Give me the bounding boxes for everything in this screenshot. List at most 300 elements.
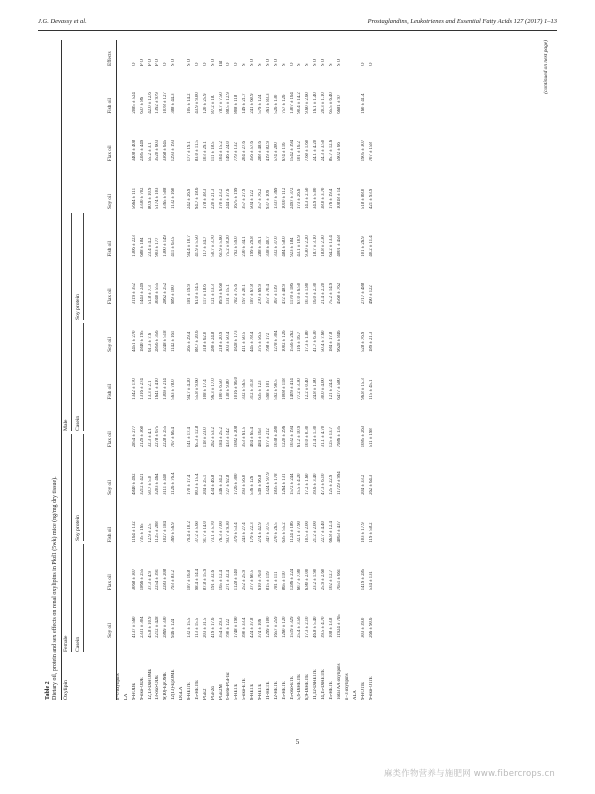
table-cell: 16.1 ± 1.40 <box>313 92 319 114</box>
table-row <box>305 40 313 700</box>
table-cell: 242 ± 26.9 <box>187 188 193 209</box>
table-cell: 3408 ± 408 <box>131 139 137 162</box>
row-label: 15-HETE <box>281 681 287 700</box>
table-cell: 160 ± 41.4 <box>360 93 366 114</box>
watermark: 麻类作物营养与施肥网 www.fibercrops.cn <box>383 769 555 779</box>
table-cell: 790 ± 122 <box>226 618 232 638</box>
table-cell: 2254 ± 391 <box>155 568 161 591</box>
table-cell: 635 ± 55.2 <box>281 522 287 543</box>
oxylipin-table <box>107 40 376 700</box>
table-cell: 4063 ± 437 <box>336 521 342 543</box>
table-cell: 534 ± 131 <box>368 571 374 591</box>
table-cell: 87.2 ± 18. <box>210 94 216 114</box>
table-cell <box>179 543 187 591</box>
effects-cell <box>124 40 132 66</box>
table-cell <box>345 447 353 495</box>
table-cell: 270 ± 26.5 <box>273 522 279 543</box>
table-caption: Dietary oil, protein and sex effects on renal oxylipins in Pkd1 (5wk) mice (ng/mg dry tissue). <box>52 476 58 700</box>
table-cell: 10.5 ± 2.00 <box>305 521 311 543</box>
table-cell <box>116 257 124 305</box>
table-row <box>290 40 298 700</box>
row-label: 9-oxo-ODE <box>139 677 145 700</box>
table-cell: 179 ± 22.3 <box>250 522 256 543</box>
effects-cell <box>353 40 361 66</box>
table-cell <box>116 114 124 162</box>
row-label: n−3 oxylipins <box>344 673 350 700</box>
table-cell: 404 ± 65.4 <box>250 427 256 448</box>
table-cell: 2331 ± 304 <box>139 616 145 638</box>
col-oil: Fish oil <box>107 526 113 543</box>
table-cell: 96.8 ± 15.3 <box>360 378 366 400</box>
table-cell: 598 ± 101 <box>265 380 271 400</box>
table-cell: 1572 ± 244 <box>289 473 295 495</box>
table-cell <box>353 447 361 495</box>
table-cell: 262 ± 53.2 <box>210 427 216 448</box>
table-cell: 424 ± 37.8 <box>250 617 256 638</box>
table-cell: 419 ± 82.9 <box>265 141 271 162</box>
table-row <box>297 40 305 700</box>
protein-line-f-soy <box>83 434 84 541</box>
row-label: 5-oxo-ETE <box>242 678 248 700</box>
col-oil: Flax oil <box>107 431 113 448</box>
table-cell: 75.2 ± 8.20 <box>226 235 232 257</box>
table-cell: 549 ± 96.8 <box>258 474 264 495</box>
table-cell: 125 ± 13.7 <box>329 427 335 448</box>
table-cell: 3111 ± 340 <box>163 473 169 495</box>
table-cell: 93.7 ± 9.30 <box>226 521 232 543</box>
table-cell: 1299 ± 100 <box>265 616 271 638</box>
effects-cell: O <box>360 62 366 66</box>
table-cell: 3330 ± 702 <box>139 187 145 209</box>
table-cell: 421 ± 93.9 <box>368 188 374 209</box>
table-cell: 24.3 ± 3.50 <box>321 139 327 162</box>
table-cell: 73.1 ± 5.70 <box>210 521 216 543</box>
table-cell: 688 ± 184 <box>139 237 145 257</box>
table-row <box>148 40 156 700</box>
table-cell <box>345 114 353 162</box>
table-cell: 357 ± 70.4 <box>265 284 271 305</box>
table-cell <box>353 352 361 400</box>
table-cell: 22.7 ± 4.40 <box>321 521 327 543</box>
table-cell: 50.7 ± 5.0 <box>147 475 153 495</box>
table-cell <box>353 114 361 162</box>
table-cell: 434 ± 46.8 <box>210 474 216 495</box>
table-cell: 146 ± 24.0 <box>226 141 232 162</box>
table-cell: 117 ± 18.6 <box>202 284 208 305</box>
table-cell: 17.2 ± 1.60 <box>305 473 311 495</box>
row-label: 12(13)-EpOME <box>171 669 177 700</box>
table-cell: 1264 ± 131 <box>281 473 287 495</box>
table-cell: 66.8 ± 12.4 <box>329 521 335 543</box>
table-cell: 1306 ± 223 <box>131 235 137 257</box>
table-cell: 338 ± 40.7 <box>265 236 271 257</box>
table-cell: 379 ± 53.4 <box>234 522 240 543</box>
row-label: 15-HETrE <box>194 679 200 700</box>
table-cell: 138 ± 9.80 <box>226 379 232 400</box>
row-label: 9-oxo-OTrE <box>368 676 374 700</box>
table-cell: 10.3 ± 1.80 <box>305 282 311 305</box>
page-number: 5 <box>295 738 300 746</box>
table-cell: 798 ± 172 <box>265 332 271 352</box>
table-cell: 528 ± 76.9 <box>360 331 366 352</box>
table-cell: 318 ± 62.0 <box>202 331 208 352</box>
table-row <box>345 40 353 700</box>
table-cell: 94.7 ± 4.20 <box>187 378 193 400</box>
table-cell: 579 ± 124 <box>258 94 264 114</box>
table-cell: 41.7 ± 6.30 <box>313 330 319 352</box>
table-cell: 1016 ± 96.0 <box>234 377 240 400</box>
table-cell: 2212 ± 428 <box>155 616 161 638</box>
table-row <box>195 40 203 700</box>
table-cell: 30.0 ± 4.00 <box>321 378 327 400</box>
table-row <box>266 40 274 700</box>
col-effects: Effects <box>107 51 113 66</box>
effects-cell: S O <box>313 58 319 66</box>
table-cell: 252 ± 25.9 <box>242 570 248 591</box>
table-cell: 98.4 ± 14.4 <box>194 568 200 591</box>
sex-male-header: Male <box>63 419 69 431</box>
table-cell: 121 ± 13.3 <box>210 284 216 305</box>
table-cell: 1132 ± 160 <box>171 187 177 209</box>
table-row <box>321 40 329 700</box>
table-cell: 25.9 ± 2.60 <box>321 568 327 591</box>
table-cell: 21.4 ± 2.20 <box>321 282 327 305</box>
running-header-journal: Prostaglandins, Leukotrienes and Essential Fatty Acids 127 (2017) 1–13 <box>367 18 557 25</box>
table-cell <box>124 161 132 209</box>
table-cell <box>116 304 124 352</box>
effects-cell: S O <box>336 58 342 66</box>
table-cell: 18.8 ± 2.30 <box>321 235 327 257</box>
table-cell: 280 ± 24.8 <box>210 331 216 352</box>
table-cell: 271 ± 32.4 <box>226 570 232 591</box>
table-cell: 923 ± 184 <box>289 237 295 257</box>
table-cell: 9.60 ± 2.60 <box>305 92 311 114</box>
table-cell <box>179 400 187 448</box>
table-cell: 303 ± 39.0 <box>360 617 366 638</box>
table-cell: 101 ± 26.9 <box>360 236 366 257</box>
table-cell <box>345 495 353 543</box>
table-cell: 393 ± 56.0 <box>242 474 248 495</box>
col-oil: Soy oil <box>107 194 113 209</box>
table-cell: 411 ± 63.5 <box>171 236 177 257</box>
effects-cell: O <box>234 62 240 66</box>
table-cell: 3365 ± 508 <box>163 187 169 209</box>
table-cell: 50.4 ± 7.60 <box>321 330 327 352</box>
table-cell: 782 ± 75.6 <box>234 284 240 305</box>
table-cell: 3203 ± 464 <box>155 473 161 495</box>
table-cell: 55.8 ± 9.60 <box>194 378 200 400</box>
table-cell: 1008 ± 118 <box>281 378 287 400</box>
effects-cell: S O <box>321 58 327 66</box>
table-cell: 32.1 ± 7.90 <box>297 521 303 543</box>
row-label: 15-HETE <box>329 681 335 700</box>
continued-note: (continued on next page) <box>543 40 549 94</box>
table-cell: 89.9 ± 6.60 <box>218 282 224 305</box>
table-cell: 204 ± 27.6 <box>242 141 248 162</box>
table-cell: 262 ± 64.3 <box>368 474 374 495</box>
table-cell: 184 ± 17.8 <box>329 331 335 352</box>
table-cell: 184 ± 25.2 <box>218 427 224 448</box>
table-cell: 1748 ± 190 <box>234 616 240 638</box>
table-cell <box>345 257 353 305</box>
table-cell: 808 ± 118 <box>234 94 240 114</box>
table-row <box>226 40 234 700</box>
table-cell: 12.9 ± 2.5 <box>147 523 153 543</box>
row-label: PGE2 <box>202 688 208 700</box>
table-cell: 37.3 ± 4.9 <box>147 571 153 591</box>
table-cell: 61.9 ± 5.60 <box>218 235 224 257</box>
table-cell: 241 ± 60.9 <box>250 93 256 114</box>
effects-cell: S O <box>210 58 216 66</box>
table-cell <box>353 161 361 209</box>
table-cell: 189 ± 21.3 <box>368 331 374 352</box>
table-cell <box>179 304 187 352</box>
header-rule <box>38 30 557 31</box>
table-cell: 356 ± 57.6 <box>250 141 256 162</box>
table-cell: 132 ± 15.5 <box>187 617 193 638</box>
table-cell: 197 ± 20.1 <box>242 284 248 305</box>
table-cell: 46.8 ± 5.40 <box>313 616 319 638</box>
table-cell <box>116 209 124 257</box>
table-cell: 11924 ± 765 <box>336 614 342 638</box>
effects-cell: P O <box>147 58 153 66</box>
table-cell: 11729 ± 994 <box>336 471 342 495</box>
table-cell: 1002 ± 126 <box>281 330 287 352</box>
row-label: 8,9-DiHETrE <box>305 673 311 700</box>
table-cell <box>345 400 353 448</box>
table-cell: 2283 ± 208 <box>163 568 169 591</box>
table-cell: 4137 ± 560 <box>131 616 137 638</box>
table-cell: 735 ± 165 <box>139 523 145 543</box>
row-label: 9-HODE <box>131 682 137 700</box>
table-cell: 1032 ± 194 <box>289 425 295 448</box>
table-cell <box>345 543 353 591</box>
row-label: 14,15-DiHETrE <box>321 669 327 700</box>
table-cell: 83.0 ± 11.5 <box>194 140 200 162</box>
table-cell: 563 ± 78.0 <box>171 379 177 400</box>
protein-line-f-casein <box>83 544 84 652</box>
table-cell: 31.1 ± 4.70 <box>321 425 327 448</box>
row-label: 12,13-DiHOME <box>147 668 153 700</box>
table-cell: 13.3 ± 2.1 <box>147 380 153 400</box>
table-cell: 1078 ± 127 <box>163 92 169 114</box>
row-label: 8-HETE <box>250 683 256 700</box>
table-cell: 23.4 ± 4.2 <box>147 237 153 257</box>
table-cell: 1866 ± 255 <box>139 568 145 591</box>
protein-header-f-soy: Soy protein <box>75 515 81 541</box>
table-cell: 244 ± 37.6 <box>226 188 232 209</box>
table-cell: 181 ± 19.9 <box>187 284 193 305</box>
table-cell: 4560 ± 762 <box>336 282 342 305</box>
table-cell: 230 ± 34.1 <box>242 236 248 257</box>
table-cell: 115 ± 45.1 <box>368 379 374 400</box>
table-cell: 374 ± 106 <box>258 618 264 638</box>
table-row <box>116 40 124 700</box>
table-cell: 1293 ± 193 <box>171 139 177 162</box>
table-cell: 1392 ± 979 <box>155 92 161 114</box>
protein-header-f-casein: Casein <box>75 636 81 652</box>
col-oil: Soy oil <box>107 337 113 352</box>
table-cell: 1835 ± 178 <box>273 473 279 495</box>
table-cell: 6.80 ± 2.00 <box>305 568 311 591</box>
table-cell: 1027 ± 184 <box>163 521 169 543</box>
col-oil: Fish oil <box>107 240 113 257</box>
table-cell: 45.8 ± 10.9 <box>147 616 153 638</box>
table-cell: 1010 ± 112 <box>281 187 287 209</box>
table-cell <box>353 590 361 638</box>
table-cell: 592 ± 90.5 <box>273 379 279 400</box>
table-cell: 511 ± 198 <box>368 428 374 448</box>
table-cell: 518 ± 88.0 <box>360 188 366 209</box>
effects-cell: S <box>258 63 264 66</box>
table-cell: 388 ± 44.3 <box>171 93 177 114</box>
row-label: PGF2α <box>210 686 216 700</box>
table-cell: 369 ± 56.9 <box>171 522 177 543</box>
table-cell: 4001 ± 458 <box>336 235 342 257</box>
table-row <box>171 40 179 700</box>
effects-cell <box>345 40 353 66</box>
table-cell <box>353 495 361 543</box>
row-label: LA <box>123 693 129 700</box>
table-cell: 2856 ± 356 <box>155 330 161 352</box>
table-cell: 191 ± 32.6 <box>210 570 216 591</box>
table-cell <box>179 114 187 162</box>
table-cell: 118 ± 23.0 <box>202 427 208 448</box>
row-label: 9(10)-EpOME <box>163 672 169 700</box>
col-oil: Fish oil <box>107 97 113 114</box>
table-cell: 1260 ± 120 <box>281 616 287 638</box>
table-row <box>282 40 290 700</box>
table-cell: 793 ± 83.2 <box>171 570 177 591</box>
row-label: n−6 oxylipins <box>116 673 121 700</box>
table-cell: 472 ± 48.9 <box>281 284 287 305</box>
table-top-rule <box>61 40 62 700</box>
table-cell: 61.0 ± 14.5 <box>194 282 200 305</box>
table-cell: 484 ± 163 <box>258 428 264 448</box>
table-cell: 1337 ± 369 <box>273 187 279 209</box>
col-oil: Flax oil <box>107 574 113 591</box>
table-cell: 1124 ± 186 <box>289 521 295 543</box>
col-oil: Soy oil <box>107 622 113 638</box>
table-cell: 218 ± 20.9 <box>218 331 224 352</box>
table-cell <box>353 543 361 591</box>
table-row <box>187 40 195 700</box>
table-cell: 989 ± 100 <box>171 285 177 305</box>
table-cell: 18.7 ± 3.10 <box>313 235 319 257</box>
effects-cell: S O <box>250 58 256 66</box>
table-cell: 34.9 ± 5.00 <box>313 187 319 209</box>
table-cell: 65.3 ± 12.8 <box>194 425 200 448</box>
col-oil: Flax oil <box>107 145 113 162</box>
table-cell <box>124 400 132 448</box>
table-cell: 23.2 ± 1.90 <box>313 568 319 591</box>
table-cell: 61.2 ± 10.9 <box>297 425 303 448</box>
table-cell: 87.8 ± 15.9 <box>202 568 208 591</box>
table-cell: 102 ± 12.7 <box>329 570 335 591</box>
table-row <box>329 40 337 700</box>
table-cell: 270 ± 69.9 <box>258 284 264 305</box>
table-cell: 674 ± 116 <box>281 142 287 162</box>
table-cell: 274 ± 42.9 <box>258 522 264 543</box>
table-cell: 88.5 ± 12.9 <box>226 92 232 114</box>
table-row <box>211 40 219 700</box>
table-cell <box>353 66 361 114</box>
table-cell: 1905 ± 307 <box>360 139 366 162</box>
protein-header-m-soy: Soy protein <box>75 294 81 320</box>
table-cell: 2385 ± 449 <box>139 139 145 162</box>
table-cell: 1443 ± 249 <box>139 282 145 305</box>
table-cell: 5664 ± 111 <box>131 187 137 209</box>
table-cell: 187 ± 16.8 <box>187 570 193 591</box>
table-row <box>274 40 282 700</box>
row-label: DGLA <box>179 686 185 700</box>
table-cell <box>345 590 353 638</box>
table-cell: 1142 ± 161 <box>171 330 177 352</box>
table-cell: 203 ± 31.5 <box>202 617 208 638</box>
effects-cell: S <box>297 63 303 66</box>
table-cell <box>179 257 187 305</box>
table-cell: 103 ± 17.9 <box>360 522 366 543</box>
table-cell: 4451 ± 270 <box>131 330 137 352</box>
table-cell <box>124 447 132 495</box>
table-cell <box>179 161 187 209</box>
table-cell: 24.1 ± 4.20 <box>313 139 319 162</box>
row-label: 12-HETE <box>273 681 279 700</box>
table-cell: 2862 ± 252 <box>163 282 169 305</box>
table-cell <box>116 543 124 591</box>
table-cell: 51.8 ± 7.3 <box>147 285 153 305</box>
table-cell: 1542 ± 394 <box>289 139 295 162</box>
table-cell: 411 ± 50.5 <box>242 331 248 352</box>
table-cell <box>116 400 124 448</box>
table-cell <box>353 257 361 305</box>
table-cell: 220 ± 21.3 <box>210 188 216 209</box>
table-row <box>353 40 361 700</box>
table-cell: 24.8 ± 1.80 <box>313 378 319 400</box>
table-cell: 90.4 ± 14.2 <box>297 92 303 114</box>
table-cell: 367 ± 139 <box>273 285 279 305</box>
table-row <box>132 40 140 700</box>
table-cell: 1828 ± 173 <box>234 330 240 352</box>
table-cell: 946 ± 124 <box>171 618 177 638</box>
table-cell: 40.2 ± 11.4 <box>368 235 374 257</box>
table-cell <box>179 495 187 543</box>
table-cell <box>124 543 132 591</box>
table-cell <box>124 590 132 638</box>
table-cell: 5174 ± 103 <box>155 187 161 209</box>
table-cell: 64.2 ± 13.4 <box>329 235 335 257</box>
table-cell: 779 ± 132 <box>234 142 240 162</box>
table-cell <box>124 257 132 305</box>
table-cell <box>345 209 353 257</box>
table-cell: 39.5 ± 4.70 <box>321 616 327 638</box>
table-cell: 1220 ± 296 <box>281 425 287 448</box>
table-cell: 103 ± 29.1 <box>202 141 208 162</box>
table-row <box>242 40 250 700</box>
row-label: 8-HETrE <box>187 682 193 700</box>
table-cell: 354 ± 29.3 <box>218 617 224 638</box>
table-cell: 38.0 ± 3.70 <box>321 187 327 209</box>
table-cell: 94.7 ± 18.6 <box>194 187 200 209</box>
table-cell <box>179 66 187 114</box>
table-cell: 3119 ± 352 <box>131 283 137 305</box>
table-cell: 2228 ± 255 <box>163 425 169 448</box>
protein-line-m-soy <box>83 213 84 320</box>
effects-cell <box>179 40 187 66</box>
table-cell: 357 ± 27.9 <box>242 188 248 209</box>
table-cell: 1125 ± 208 <box>155 521 161 543</box>
table-cell: 111 ± 18.5 <box>210 141 216 162</box>
